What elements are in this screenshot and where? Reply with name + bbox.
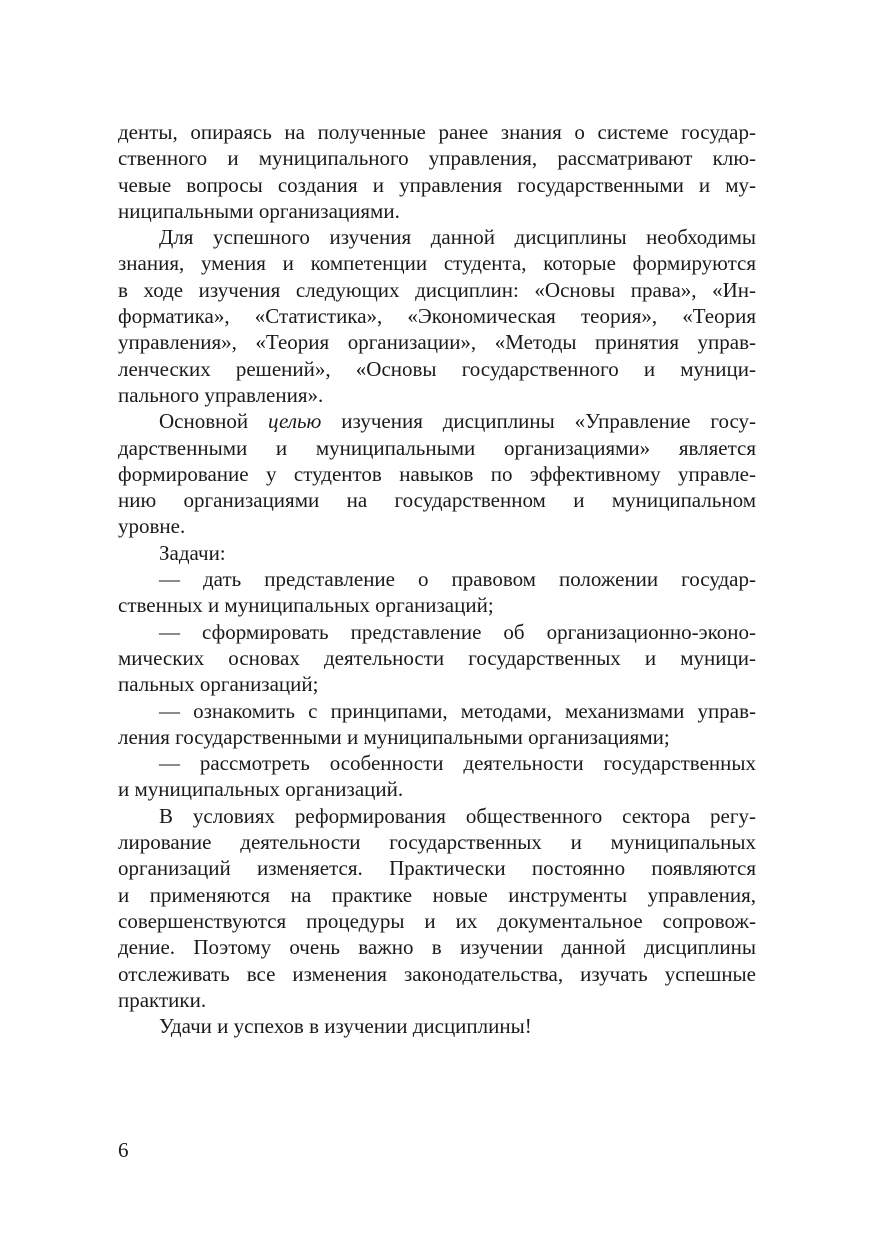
paragraph xyxy=(118,1013,756,1039)
paragraph xyxy=(118,119,756,224)
text-line: ственных и муниципальных организаций; xyxy=(118,593,494,618)
text-line: Задачи: xyxy=(159,540,226,565)
text-line: дение. Поэтому очень важно в изучении данной дисциплины xyxy=(118,935,756,960)
text-line: пального управления». xyxy=(118,382,324,407)
text-line: ственного и муниципального управления, рассматривают клю- xyxy=(118,146,756,171)
text-line: ленческих решений», «Основы государственного и муници- xyxy=(118,356,756,381)
text-line: ниципальными организациями. xyxy=(118,198,400,223)
text-line: нию организациями на государственном и муниципальном xyxy=(118,488,756,513)
text-line: ления государственными и муниципальными организациями; xyxy=(118,724,670,749)
paragraph xyxy=(118,698,756,751)
text-line: Основной целью изучения дисциплины «Управление госу- xyxy=(159,409,756,434)
text-line: — рассмотреть особенности деятельности государственных xyxy=(159,751,756,776)
paragraph xyxy=(118,619,756,698)
text-line: — дать представление о правовом положении государ- xyxy=(159,567,756,592)
text-line: Удачи и успехов в изучении дисциплины! xyxy=(159,1014,532,1039)
body-text xyxy=(118,119,756,1039)
text-line: совершенствуются процедуры и их документальное сопровож- xyxy=(118,908,756,933)
text-line: пальных организаций; xyxy=(118,672,319,697)
text-line: — ознакомить с принципами, методами, механизмами управ- xyxy=(159,698,756,723)
text-line: В условиях реформирования общественного сектора регу- xyxy=(159,803,756,828)
text-line: уровне. xyxy=(118,514,186,539)
text-line: форматика», «Статистика», «Экономическая теория», «Теория xyxy=(118,304,756,329)
text-line: Для успешного изучения данной дисциплины необходимы xyxy=(159,225,756,250)
text-line: отслеживать все изменения законодательства, изучать успешные xyxy=(118,961,756,986)
text-line: знания, умения и компетенции студента, которые формируются xyxy=(118,251,756,276)
page-number: 6 xyxy=(118,1138,129,1162)
paragraph xyxy=(118,408,756,539)
paragraph xyxy=(118,803,756,1013)
text-line: и муниципальных организаций. xyxy=(118,777,404,802)
text-line: в ходе изучения следующих дисциплин: «Основы права», «Ин- xyxy=(118,277,756,302)
emphasis: целью xyxy=(268,409,322,434)
text-line: денты, опираясь на полученные ранее знания о системе государ- xyxy=(118,120,756,144)
paragraph xyxy=(118,566,756,619)
paragraph xyxy=(118,540,756,566)
text-line: практики. xyxy=(118,987,207,1012)
text-line: лирование деятельности государственных и муниципальных xyxy=(118,830,756,855)
text-line: чевые вопросы создания и управления государственными и му- xyxy=(118,172,756,197)
text-line: формирование у студентов навыков по эффективному управле- xyxy=(118,461,756,486)
text-line: — сформировать представление об организационно-эконо- xyxy=(159,619,756,644)
paragraph xyxy=(118,750,756,803)
paragraph xyxy=(118,224,756,408)
text-line: организаций изменяется. Практически постоянно появляются xyxy=(118,856,756,881)
text-line: мических основах деятельности государственных и муници- xyxy=(118,645,756,670)
text-line: дарственными и муниципальными организациями» является xyxy=(118,435,756,460)
text-line: и применяются на практике новые инструменты управления, xyxy=(118,882,756,907)
text-line: управления», «Теория организации», «Методы принятия управ- xyxy=(118,330,756,355)
